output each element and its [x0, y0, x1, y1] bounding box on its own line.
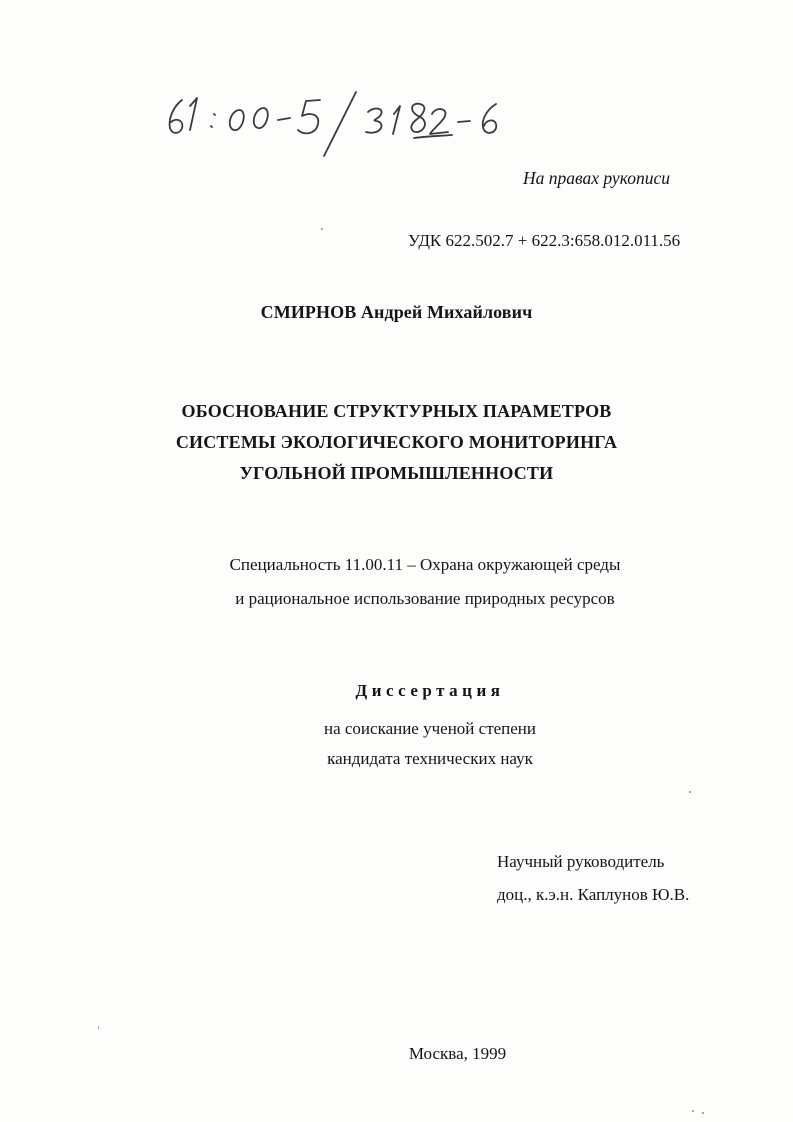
specialty-line: и рациональное использование природных ресурсов	[235, 589, 615, 608]
scan-speck	[98, 1026, 99, 1029]
degree-block	[0, 714, 793, 774]
supervisor-block	[497, 845, 689, 911]
handwritten-archive-code	[160, 86, 540, 166]
scan-speck	[702, 1112, 704, 1114]
title-line: СИСТЕМЫ ЭКОЛОГИЧЕСКОГО МОНИТОРИНГА	[175, 432, 618, 452]
specialty-line: Специальность 11.00.11 – Охрана окружающей среды	[229, 555, 621, 574]
supervisor-name: доц., к.э.н. Каплунов Ю.В.	[497, 885, 690, 904]
scan-speck	[692, 1110, 694, 1112]
dissertation-title	[0, 396, 793, 489]
specialty-block	[0, 548, 793, 616]
udc-code: УДК 622.502.7 + 622.3:658.012.011.56	[408, 231, 681, 250]
degree-line: кандидата технических наук	[327, 749, 533, 768]
author-name: СМИРНОВ Андрей Михайлович	[260, 302, 533, 322]
scan-speck	[321, 228, 323, 230]
degree-line: на соискание ученой степени	[323, 719, 537, 738]
supervisor-role: Научный руководитель	[497, 852, 665, 871]
scan-speck	[689, 791, 691, 793]
city-year: Москва, 1999	[408, 1044, 507, 1063]
document-type: Диссертация	[355, 681, 505, 700]
title-line: УГОЛЬНОЙ ПРОМЫШЛЕННОСТИ	[239, 463, 554, 483]
rights-note: На правах рукописи	[523, 168, 670, 188]
title-line: ОБОСНОВАНИЕ СТРУКТУРНЫХ ПАРАМЕТРОВ	[181, 401, 612, 421]
